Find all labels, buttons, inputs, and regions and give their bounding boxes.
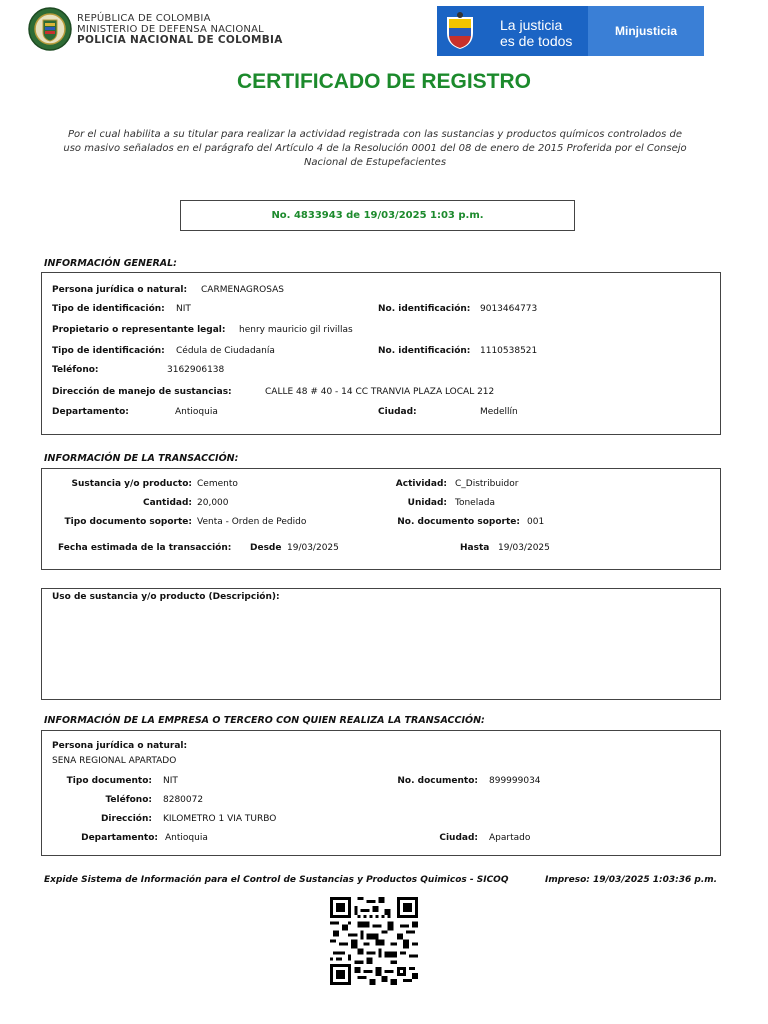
ciudad-value: Medellín <box>480 407 518 417</box>
empresa-departamento-label: Departamento: <box>81 833 158 843</box>
empresa-no-doc-value: 899999034 <box>489 776 541 786</box>
persona-value: CARMENAGROSAS <box>201 285 284 295</box>
hasta-label: Hasta <box>460 543 490 553</box>
ministry-name: Minjusticia <box>614 24 677 38</box>
qr-code <box>330 896 418 986</box>
direccion-value: CALLE 48 # 40 - 14 CC TRANVIA PLAZA LOCAL 212 <box>265 387 495 397</box>
preamble-text: Por el cual habilita a su titular para realizar la actividad registrada con las sustancias y productos químicos controlados de uso masivo señalados en el parágrafo del Artículo 4 de la Resolución 0001 del 08 de enero de 2015 Proferida por el Consejo Nacional de Estupefacientes <box>63 129 687 168</box>
impreso-text: Impreso: 19/03/2025 1:03:36 p.m. <box>545 875 718 885</box>
page-header <box>28 6 748 60</box>
uso-label: Uso de sustancia y/o producto (Descripción): <box>52 592 280 602</box>
actividad-label: Actividad: <box>395 479 447 489</box>
unidad-value: Tonelada <box>455 498 495 508</box>
tipo-id2-label: Tipo de identificación: <box>52 346 165 356</box>
no-doc-label: No. documento soporte: <box>397 517 520 527</box>
direccion-label: Dirección de manejo de sustancias: <box>52 387 232 397</box>
no-id2-label: No. identificación: <box>378 346 471 356</box>
section-title-general: INFORMACIÓN GENERAL: <box>44 258 177 269</box>
sustancia-value: Cemento <box>197 479 238 489</box>
unidad-label: Unidad: <box>407 498 447 508</box>
tipo-doc-label: Tipo documento soporte: <box>64 517 192 527</box>
departamento-value: Antioquia <box>175 407 218 417</box>
institution-line-3: POLICIA NACIONAL DE COLOMBIA <box>77 34 283 46</box>
transaction-box <box>41 468 721 570</box>
empresa-box <box>41 730 721 856</box>
empresa-direccion-label: Dirección: <box>100 814 152 824</box>
ciudad-label: Ciudad: <box>378 407 417 417</box>
propietario-label: Propietario o representante legal: <box>52 325 226 335</box>
empresa-ciudad-label: Ciudad: <box>439 833 478 843</box>
desde-label: Desde <box>250 543 282 553</box>
government-banner <box>437 6 704 56</box>
telefono-label: Teléfono: <box>52 365 99 375</box>
slogan-line-2: es de todos <box>500 33 573 49</box>
sustancia-label: Sustancia y/o producto: <box>71 479 192 489</box>
empresa-telefono-label: Teléfono: <box>105 795 152 805</box>
empresa-telefono-value: 8280072 <box>163 795 204 805</box>
cantidad-label: Cantidad: <box>142 498 192 508</box>
no-doc-value: 001 <box>527 517 545 527</box>
section-title-empresa: INFORMACIÓN DE LA EMPRESA O TERCERO CON QUIEN REALIZA LA TRANSACCIÓN: <box>44 715 485 726</box>
empresa-persona-label: Persona jurídica o natural: <box>52 741 188 751</box>
departamento-label: Departamento: <box>52 407 129 417</box>
tipo-doc-value: Venta - Orden de Pedido <box>197 517 307 527</box>
tipo-id-label: Tipo de identificación: <box>52 304 165 314</box>
no-id-label: No. identificación: <box>378 304 471 314</box>
institution-line-2: MINISTERIO DE DEFENSA NACIONAL <box>77 24 264 35</box>
general-info-box <box>41 272 721 435</box>
tipo-id-value: NIT <box>176 304 191 314</box>
uso-box <box>41 588 721 700</box>
empresa-no-doc-label: No. documento: <box>397 776 478 786</box>
section-title-transaction: INFORMACIÓN DE LA TRANSACCIÓN: <box>44 453 239 464</box>
expide-text: Expide Sistema de Información para el Control de Sustancias y Productos Quimicos - SICOQ <box>44 875 509 885</box>
propietario-value: henry mauricio gil rivillas <box>239 325 353 335</box>
hasta-value: 19/03/2025 <box>498 543 550 553</box>
tipo-id2-value: Cédula de Ciudadanía <box>176 346 275 356</box>
fecha-label: Fecha estimada de la transacción: <box>58 543 232 553</box>
slogan-line-1: La justicia <box>500 17 563 33</box>
institution-line-1: REPÚBLICA DE COLOMBIA <box>77 13 211 24</box>
no-id2-value: 1110538521 <box>480 346 538 356</box>
institution-name <box>77 13 283 46</box>
ministry-panel <box>588 6 704 56</box>
certificate-number-box <box>180 200 575 231</box>
persona-label: Persona jurídica o natural: <box>52 285 188 295</box>
empresa-tipo-doc-value: NIT <box>163 776 178 786</box>
colombia-shield-icon <box>443 11 477 51</box>
telefono-value: 3162906138 <box>167 365 225 375</box>
empresa-direccion-value: KILOMETRO 1 VIA TURBO <box>163 814 277 824</box>
actividad-value: C_Distribuidor <box>455 479 519 489</box>
empresa-persona-value: SENA REGIONAL APARTADO <box>52 756 177 766</box>
no-id-value: 9013464773 <box>480 304 538 314</box>
desde-value: 19/03/2025 <box>287 543 339 553</box>
page-title: CERTIFICADO DE REGISTRO <box>236 70 531 93</box>
police-crest-icon <box>28 6 72 52</box>
empresa-ciudad-value: Apartado <box>489 833 531 843</box>
cantidad-value: 20,000 <box>197 498 229 508</box>
empresa-tipo-doc-label: Tipo documento: <box>66 776 152 786</box>
certificate-number: No. 4833943 de 19/03/2025 1:03 p.m. <box>271 210 484 221</box>
empresa-departamento-value: Antioquia <box>165 833 208 843</box>
